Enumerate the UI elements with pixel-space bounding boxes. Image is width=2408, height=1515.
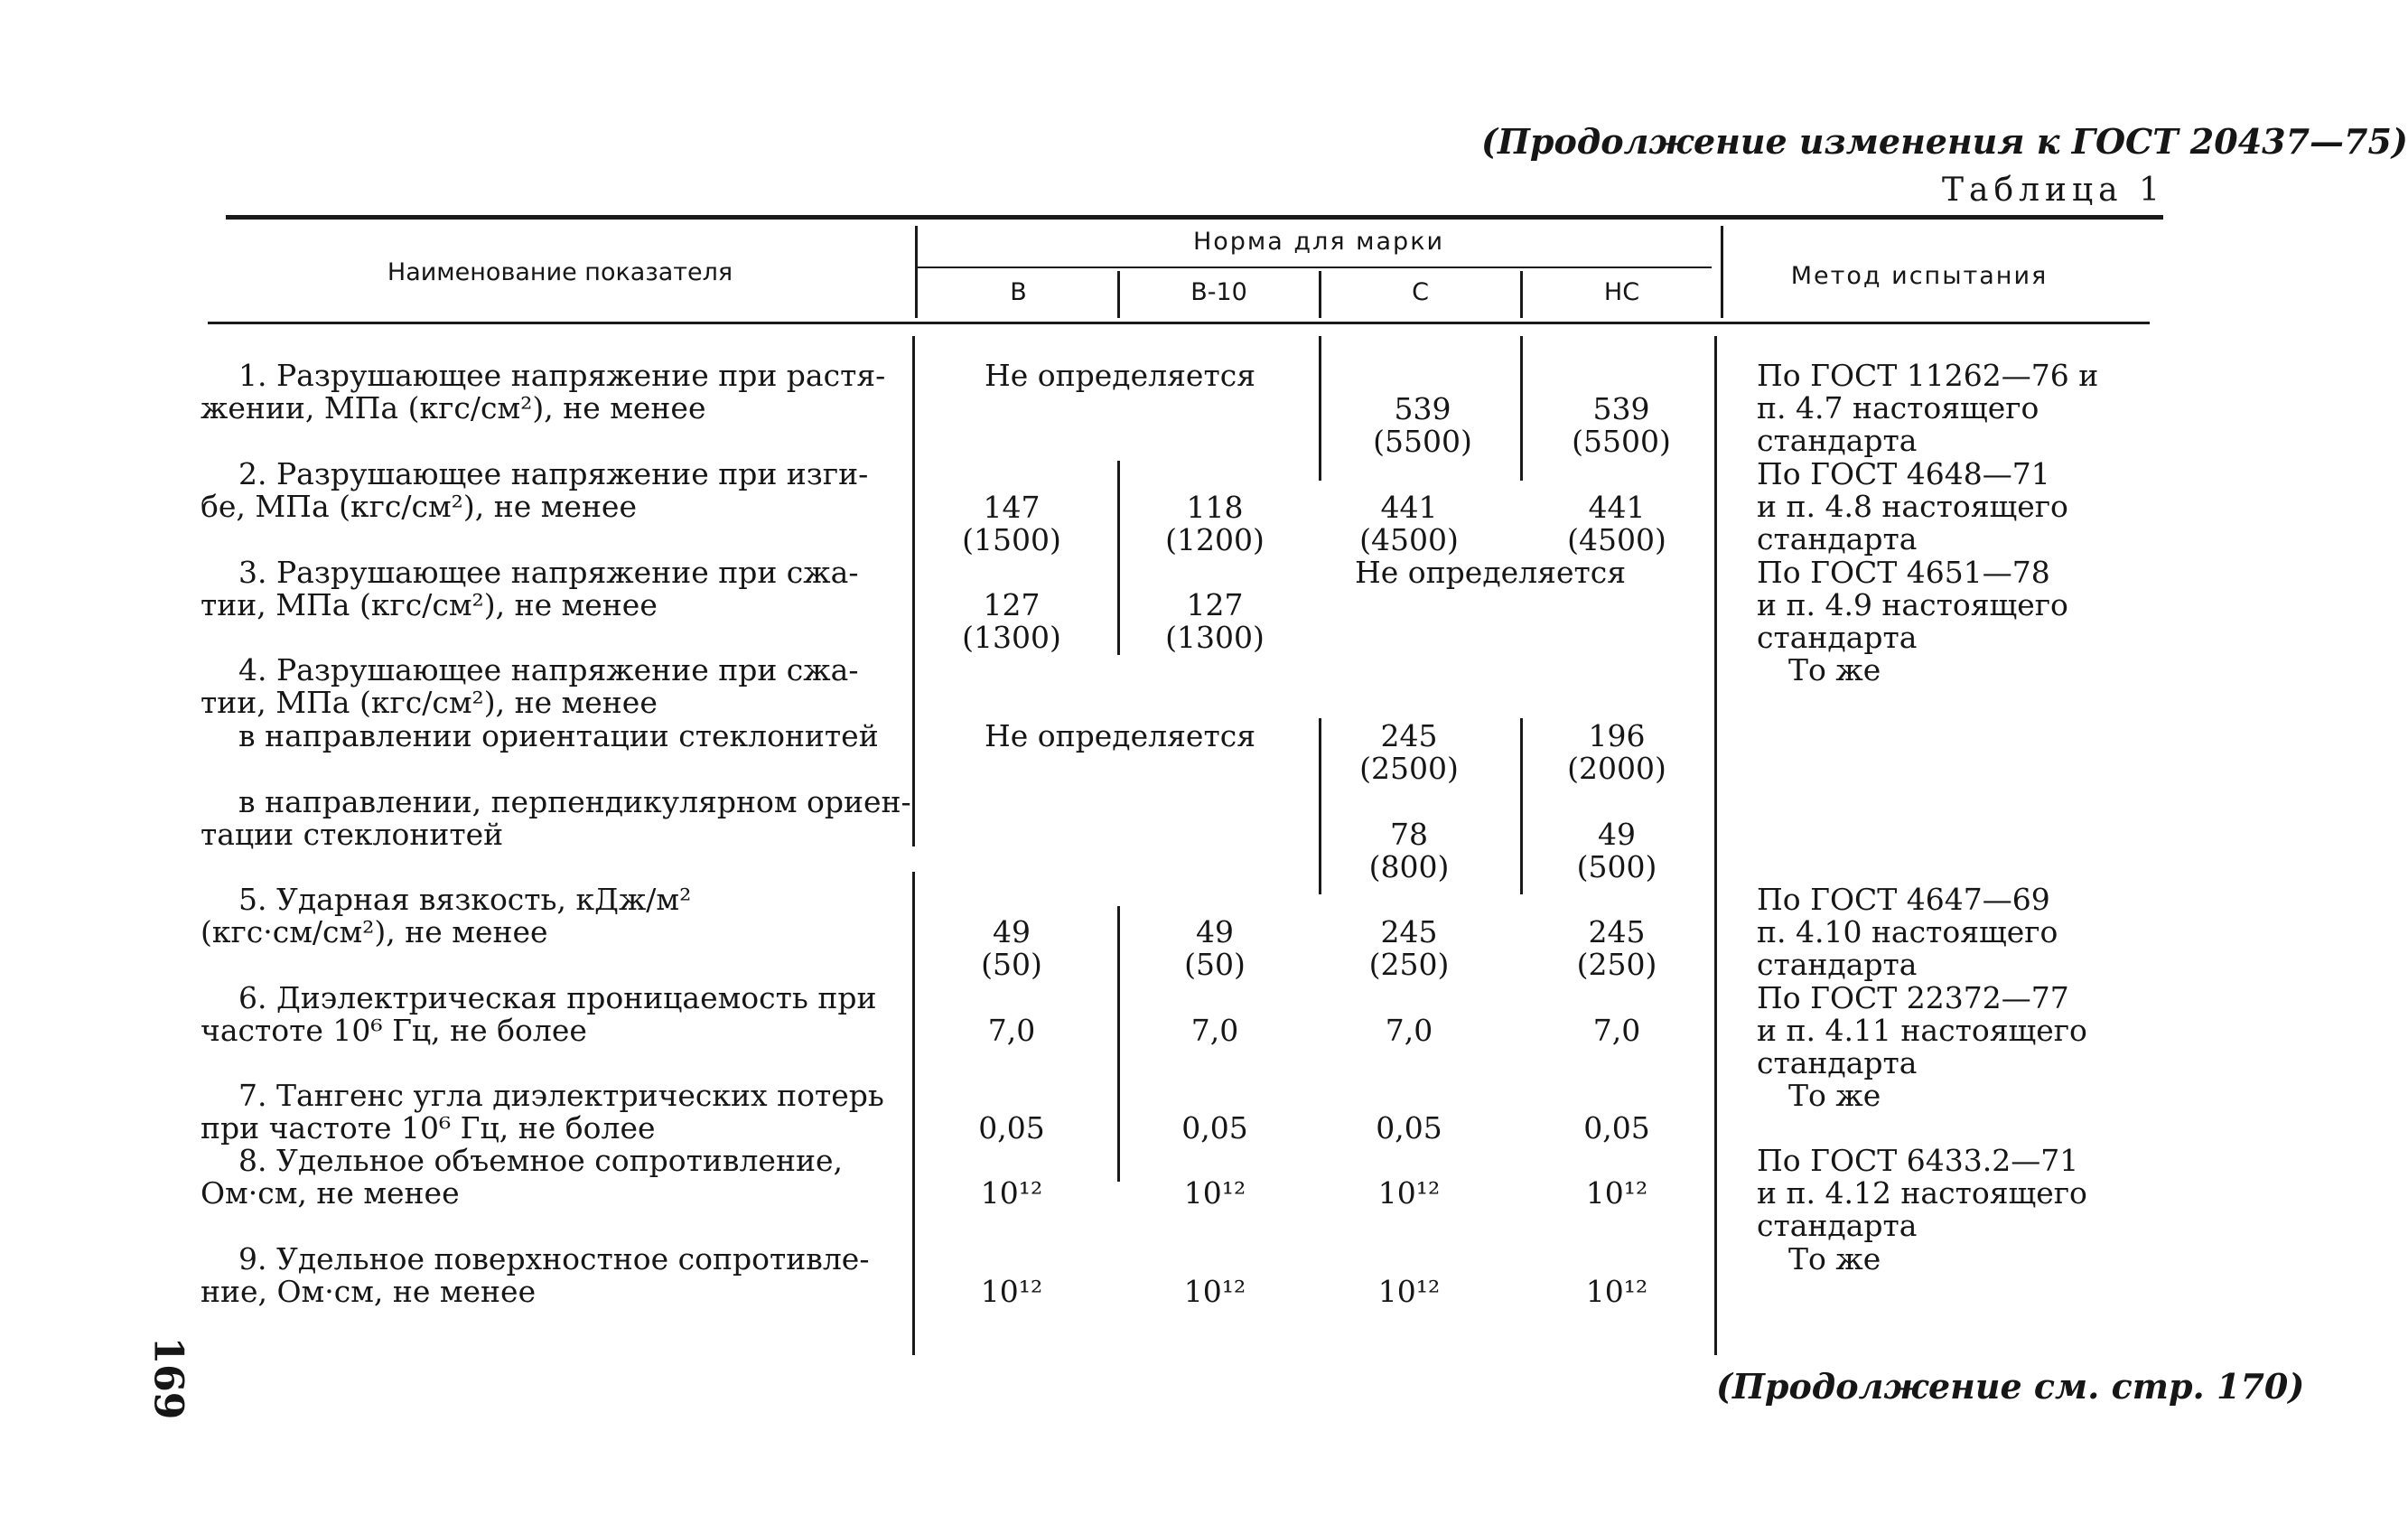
row8-method [1757, 1145, 2087, 1242]
row3-v-value [921, 589, 1102, 654]
table-label: Таблица 1 [1942, 172, 2165, 209]
row3-v-main: 127 [983, 587, 1041, 622]
row4-sub1-c-main: 245 [1380, 718, 1438, 753]
row5-c-value [1319, 916, 1499, 981]
row4-sub1-ns-main: 196 [1588, 718, 1646, 753]
row1-method-line2: п. 4.7 настоящего [1757, 390, 2039, 426]
row4-sub2-ns-main: 49 [1598, 817, 1636, 852]
row2-b10-value [1125, 491, 1305, 556]
row3-v-alt: (1300) [962, 620, 1061, 655]
row8-method-line2: и п. 4.12 настоящего [1757, 1175, 2087, 1211]
row4-sub2-name-line1: в направлении, перпендикулярном ориен- [238, 784, 911, 819]
row4-sub2-name [201, 786, 911, 851]
row7-name-line2: при частоте 10⁶ Гц, не более [201, 1110, 656, 1146]
row4-sub2-c-alt: (800) [1368, 849, 1450, 884]
body-vline-b10-a [1319, 336, 1321, 481]
row8-name [201, 1145, 843, 1210]
row6-method-line2: и п. 4.11 настоящего [1757, 1013, 2087, 1048]
norm-group-rule [917, 267, 1712, 268]
row9-method: То же [1788, 1241, 1881, 1277]
row2-ns-value [1526, 491, 1707, 556]
row2-v-alt: (1500) [962, 522, 1061, 557]
column-name-header: Наименование показателя [387, 258, 733, 286]
row5-name-line2: (кгс·см/см²), не менее [201, 914, 548, 949]
row5-v-alt: (50) [981, 947, 1042, 982]
row9-c-value: 10¹² [1377, 1274, 1441, 1309]
body-vline-c-a [1520, 336, 1523, 481]
body-vline-method [1714, 336, 1717, 1355]
row5-b10-value [1125, 916, 1305, 981]
row3-b10-value [1125, 589, 1305, 654]
row5-ns-value [1526, 916, 1707, 981]
page-number: 169 [145, 1336, 191, 1420]
row1-c-main: 539 [1394, 391, 1451, 426]
row9-v-value: 10¹² [980, 1274, 1043, 1309]
body-vline-name-a [912, 336, 915, 846]
row3-b10-alt: (1300) [1165, 620, 1265, 655]
row1-method-line3: стандарта [1757, 423, 1918, 458]
row6-c-value: 7,0 [1385, 1013, 1433, 1048]
row6-name-line2: частоте 10⁶ Гц, не более [201, 1013, 587, 1048]
row7-v-value: 0,05 [978, 1110, 1045, 1146]
row4-sub1-ns-value [1526, 720, 1707, 785]
row3-method-line3: стандарта [1757, 620, 1918, 655]
header-vline-2 [1117, 271, 1120, 318]
row9-ns-value: 10¹² [1585, 1274, 1648, 1309]
row1-ns-alt: (5500) [1572, 424, 1671, 459]
row7-b10-value: 0,05 [1181, 1110, 1248, 1146]
row5-ns-alt: (250) [1576, 947, 1657, 982]
row2-v-value [921, 491, 1102, 556]
row6-method-line3: стандарта [1757, 1045, 1918, 1080]
row9-b10-value: 10¹² [1183, 1274, 1246, 1309]
row4-method: То же [1788, 652, 1881, 687]
row2-method-line2: и п. 4.8 настоящего [1757, 489, 2068, 524]
row5-v-main: 49 [993, 914, 1031, 949]
row1-method [1757, 360, 2098, 457]
row2-ns-main: 441 [1588, 490, 1646, 525]
body-vline-v-a [1117, 461, 1120, 655]
row4-sub1-c-alt: (2500) [1359, 751, 1459, 786]
row3-name-line2: тии, МПа (кгс/см²), не менее [201, 587, 658, 622]
row1-ns-value [1526, 393, 1716, 458]
grade-ns-header: НС [1603, 278, 1640, 306]
row5-method [1757, 884, 2058, 981]
row4-sub2-ns-value [1526, 818, 1707, 884]
body-vline-name-b [912, 872, 915, 1355]
row6-b10-value: 7,0 [1190, 1013, 1239, 1048]
row1-c-value [1328, 393, 1517, 458]
row5-b10-alt: (50) [1184, 947, 1246, 982]
row3-name-line1: 3. Разрушающее напряжение при сжа- [238, 555, 859, 590]
row8-name-line1: 8. Удельное объемное сопротивление, [238, 1143, 843, 1178]
row8-c-value: 10¹² [1377, 1175, 1441, 1211]
row3-method-line1: По ГОСТ 4651—78 [1757, 555, 2050, 590]
row5-method-line2: п. 4.10 настоящего [1757, 914, 2058, 949]
row4-name-line1: 4. Разрушающее напряжение при сжа- [238, 652, 859, 687]
row2-c-value [1319, 491, 1499, 556]
row2-method-line1: По ГОСТ 4648—71 [1757, 456, 2050, 491]
row8-method-line1: По ГОСТ 6433.2—71 [1757, 1143, 2079, 1178]
row9-name-line1: 9. Удельное поверхностное сопротивле- [238, 1241, 870, 1277]
row9-name-line2: ние, Ом·см, не менее [201, 1274, 537, 1309]
header-vline-1 [915, 226, 918, 318]
row4-sub1-c-value [1319, 720, 1499, 785]
header-vline-3 [1319, 271, 1321, 318]
header-bottom-rule [208, 322, 2150, 324]
row4-name [201, 654, 858, 719]
header-vline-4 [1520, 271, 1523, 318]
row6-v-value: 7,0 [987, 1013, 1036, 1048]
row1-vb10-span: Не определяется [984, 358, 1256, 393]
row5-c-alt: (250) [1368, 947, 1450, 982]
row5-name-line1: 5. Ударная вязкость, кДж/м² [238, 882, 692, 917]
body-vline-v-b [1117, 906, 1120, 1182]
row2-name-line1: 2. Разрушающее напряжение при изги- [238, 456, 869, 491]
norm-group-header: Норма для марки [1192, 228, 1445, 256]
row5-c-main: 245 [1380, 914, 1438, 949]
row2-b10-main: 118 [1186, 490, 1244, 525]
row2-ns-alt: (4500) [1567, 522, 1666, 557]
row2-c-alt: (4500) [1359, 522, 1459, 557]
row3-method-line2: и п. 4.9 настоящего [1757, 587, 2068, 622]
grade-v10-header: В-10 [1190, 278, 1247, 306]
row4-sub2-c-main: 78 [1390, 817, 1428, 852]
row4-sub2-ns-alt: (500) [1576, 849, 1657, 884]
row3-name [201, 556, 858, 622]
row1-ns-main: 539 [1592, 391, 1650, 426]
row8-v-value: 10¹² [980, 1175, 1043, 1211]
top-rule [226, 215, 2163, 220]
method-header: Метод испытания [1790, 262, 2049, 290]
row7-c-value: 0,05 [1376, 1110, 1442, 1146]
row4-sub1-name: в направлении ориентации стеклонитей [238, 718, 879, 753]
row6-name [201, 982, 876, 1047]
continuation-header: (Продолжение изменения к ГОСТ 20437—75) [1481, 121, 2408, 162]
body-vline-c-b [1520, 718, 1523, 894]
row3-b10-main: 127 [1186, 587, 1244, 622]
row6-method-line1: По ГОСТ 22372—77 [1757, 980, 2069, 1015]
row5-method-line1: По ГОСТ 4647—69 [1757, 882, 2050, 917]
row1-c-alt: (5500) [1373, 424, 1472, 459]
row6-method [1757, 982, 2087, 1080]
row2-name-line2: бе, МПа (кгс/см²), не менее [201, 489, 637, 524]
row5-b10-main: 49 [1196, 914, 1234, 949]
row2-method-line3: стандарта [1757, 521, 1918, 556]
row7-name-line1: 7. Тангенс угла диэлектрических потерь [238, 1078, 884, 1113]
row7-name [201, 1080, 884, 1145]
row2-method [1757, 458, 2068, 556]
grade-v-header: В [1010, 278, 1027, 306]
row8-ns-value: 10¹² [1585, 1175, 1648, 1211]
row1-name-line2: жении, МПа (кгс/см²), не менее [201, 390, 706, 426]
row2-name [201, 458, 868, 523]
row4-sub1-ns-alt: (2000) [1567, 751, 1666, 786]
row7-ns-value: 0,05 [1583, 1110, 1650, 1146]
row7-method: То же [1788, 1078, 1881, 1113]
row5-method-line3: стандарта [1757, 947, 1918, 982]
row5-name [201, 884, 691, 949]
row4-sub2-c-value [1319, 818, 1499, 884]
grade-c-header: С [1412, 278, 1429, 306]
row1-name [201, 360, 885, 425]
row1-method-line1: По ГОСТ 11262—76 и [1757, 358, 2099, 393]
row5-v-value [921, 916, 1102, 981]
row5-ns-main: 245 [1588, 914, 1646, 949]
row4-sub1-vb10-span: Не определяется [984, 718, 1256, 753]
row1-name-line1: 1. Разрушающее напряжение при растя- [238, 358, 886, 393]
row8-name-line2: Ом·см, не менее [201, 1175, 460, 1211]
row6-name-line1: 6. Диэлектрическая проницаемость при [238, 980, 877, 1015]
row2-c-main: 441 [1380, 490, 1438, 525]
row2-v-main: 147 [983, 490, 1041, 525]
header-vline-5 [1721, 226, 1723, 318]
row2-b10-alt: (1200) [1165, 522, 1265, 557]
row9-name [201, 1243, 869, 1308]
row8-b10-value: 10¹² [1183, 1175, 1246, 1211]
row4-name-line2: тии, МПа (кгс/см²), не менее [201, 685, 658, 720]
row3-method [1757, 556, 2068, 654]
row6-ns-value: 7,0 [1592, 1013, 1641, 1048]
row8-method-line3: стандарта [1757, 1208, 1918, 1243]
row3-cns-span: Не определяется [1355, 555, 1627, 590]
continuation-footer: (Продолжение см. стр. 170) [1716, 1366, 2305, 1407]
row4-sub2-name-line2: тации стеклонитей [201, 817, 504, 852]
